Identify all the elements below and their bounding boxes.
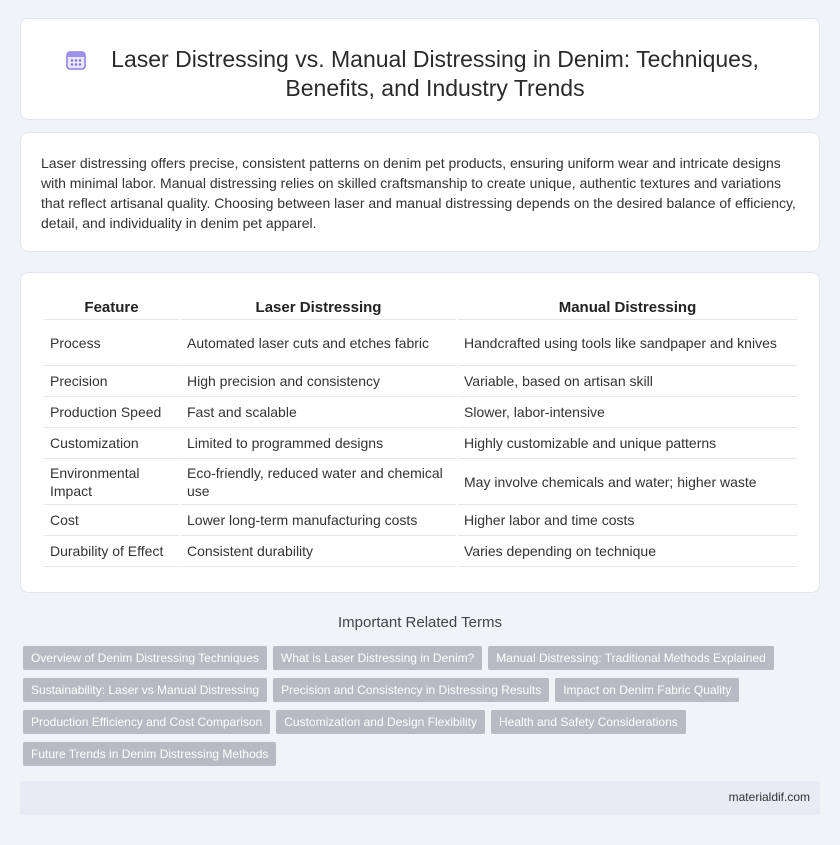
related-term-link[interactable]: Customization and Design Flexibility [276, 710, 485, 734]
footer-site-link[interactable]: materialdif.com [728, 790, 810, 804]
related-term-link[interactable]: Impact on Denim Fabric Quality [555, 678, 739, 702]
related-terms-title: Important Related Terms [338, 614, 502, 631]
cell-manual: Handcrafted using tools like sandpaper and knives [458, 320, 797, 366]
intro-paragraph: Laser distressing offers precise, consistent patterns on denim pet products, ensuring uniform wear and intricate designs with minimal labor. Manual distressing relies on skilled craftsmanship to create unique, authentic textures and variations that reflect artisanal quality. Choosing between laser and manual distressing depends on the desired balance of efficiency, detail, and individuality in denim pet apparel. [41, 155, 796, 231]
cell-feature: Production Speed [44, 397, 179, 428]
cell-manual: Highly customizable and unique patterns [458, 428, 797, 459]
table-row [44, 366, 797, 397]
table-row [44, 397, 797, 428]
cell-feature: Precision [44, 366, 179, 397]
related-terms-list [23, 646, 823, 766]
comparison-card [20, 272, 820, 593]
cell-manual: Slower, labor-intensive [458, 397, 797, 428]
header-manual: Manual Distressing [458, 297, 797, 320]
table-row [44, 459, 797, 505]
cell-feature: Customization [44, 428, 179, 459]
related-term-link[interactable]: Future Trends in Denim Distressing Methods [23, 742, 276, 766]
table-header-row [44, 297, 797, 320]
cell-manual: Higher labor and time costs [458, 505, 797, 536]
related-term-link[interactable]: Manual Distressing: Traditional Methods Explained [488, 646, 773, 670]
cell-laser: Lower long-term manufacturing costs [181, 505, 456, 536]
cell-feature: Environmental Impact [44, 459, 179, 505]
table-row [44, 505, 797, 536]
cell-laser: Automated laser cuts and etches fabric [181, 320, 456, 366]
cell-feature: Cost [44, 505, 179, 536]
table-row [44, 320, 797, 366]
table-row [44, 536, 797, 567]
related-term-link[interactable]: Health and Safety Considerations [491, 710, 686, 734]
intro-card [20, 132, 820, 252]
related-term-link[interactable]: Production Efficiency and Cost Comparison [23, 710, 270, 734]
related-term-link[interactable]: Sustainability: Laser vs Manual Distressing [23, 678, 267, 702]
related-term-link[interactable]: What is Laser Distressing in Denim? [273, 646, 482, 670]
cell-laser: Consistent durability [181, 536, 456, 567]
cell-manual: Variable, based on artisan skill [458, 366, 797, 397]
cell-feature: Durability of Effect [44, 536, 179, 567]
cell-feature: Process [44, 320, 179, 366]
header-feature: Feature [44, 297, 179, 320]
comparison-table [42, 297, 799, 567]
related-term-link[interactable]: Precision and Consistency in Distressing Results [273, 678, 549, 702]
related-term-link[interactable]: Overview of Denim Distressing Techniques [23, 646, 267, 670]
header-laser: Laser Distressing [181, 297, 456, 320]
cell-laser: High precision and consistency [181, 366, 456, 397]
cell-laser: Limited to programmed designs [181, 428, 456, 459]
footer [20, 781, 820, 815]
page-title: Laser Distressing vs. Manual Distressing in Denim: Techniques, Benefits, and Industry Trends [111, 46, 759, 101]
cell-laser: Fast and scalable [181, 397, 456, 428]
header-card [20, 18, 820, 120]
table-row [44, 428, 797, 459]
cell-manual: Varies depending on technique [458, 536, 797, 567]
cell-laser: Eco-friendly, reduced water and chemical use [181, 459, 456, 505]
cell-manual: May involve chemicals and water; higher waste [458, 459, 797, 505]
